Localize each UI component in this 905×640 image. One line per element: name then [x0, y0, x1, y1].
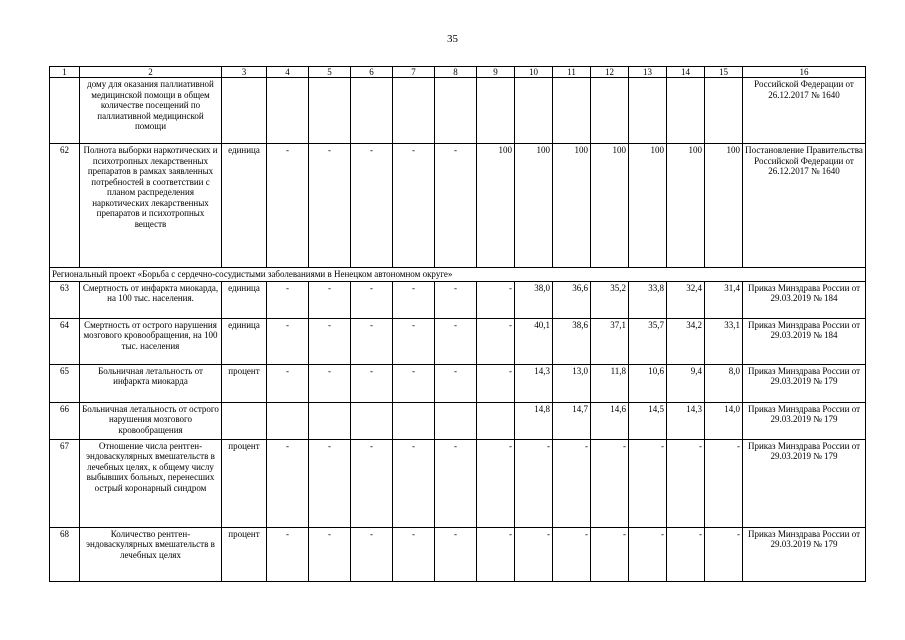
indicator-name-cell: Больничная летальность от инфаркта миокарда	[80, 364, 222, 402]
table-row	[50, 144, 866, 268]
value-cell: -	[393, 318, 435, 364]
column-header: 3	[222, 67, 267, 78]
value-cell: -	[267, 527, 309, 581]
value-cell: -	[267, 364, 309, 402]
value-cell: -	[393, 439, 435, 527]
value-cell: -	[309, 281, 351, 318]
value-cell: -	[553, 439, 591, 527]
table-row	[50, 402, 866, 439]
legal-basis-cell: Приказ Минздрава России от 29.03.2019 № 179	[743, 402, 866, 439]
value-cell	[435, 402, 477, 439]
table-row	[50, 318, 866, 364]
value-cell: -	[667, 439, 705, 527]
value-cell	[477, 402, 515, 439]
legal-basis-cell: Приказ Минздрава России от 29.03.2019 № 184	[743, 281, 866, 318]
row-number-cell: 68	[50, 527, 80, 581]
value-cell: -	[351, 318, 393, 364]
value-cell: 100	[515, 144, 553, 268]
value-cell: -	[267, 144, 309, 268]
legal-basis-cell: Российской Федерации от 26.12.2017 № 1640	[743, 78, 866, 144]
value-cell: -	[267, 281, 309, 318]
column-header: 4	[267, 67, 309, 78]
value-cell: -	[393, 281, 435, 318]
value-cell	[435, 78, 477, 144]
value-cell: -	[351, 527, 393, 581]
value-cell: -	[393, 364, 435, 402]
legal-basis-cell: Приказ Минздрава России от 29.03.2019 № 179	[743, 364, 866, 402]
value-cell: -	[309, 318, 351, 364]
indicator-table	[49, 66, 866, 582]
value-cell: 35,7	[629, 318, 667, 364]
value-cell	[393, 402, 435, 439]
value-cell: -	[435, 527, 477, 581]
value-cell: -	[267, 318, 309, 364]
value-cell	[553, 78, 591, 144]
value-cell	[629, 78, 667, 144]
value-cell: 40,1	[515, 318, 553, 364]
value-cell: -	[667, 527, 705, 581]
unit-cell: единица	[222, 144, 267, 268]
value-cell: 37,1	[591, 318, 629, 364]
column-header: 8	[435, 67, 477, 78]
row-number-cell: 63	[50, 281, 80, 318]
value-cell: -	[393, 527, 435, 581]
value-cell: 31,4	[705, 281, 743, 318]
value-cell: -	[477, 439, 515, 527]
value-cell: 100	[629, 144, 667, 268]
value-cell	[351, 78, 393, 144]
value-cell: 8,0	[705, 364, 743, 402]
value-cell: 14,0	[705, 402, 743, 439]
row-number-cell: 65	[50, 364, 80, 402]
column-header: 9	[477, 67, 515, 78]
indicator-name-cell: Больничная летальность от острого нарушения мозгового кровообращения	[80, 402, 222, 439]
value-cell: -	[477, 364, 515, 402]
column-header: 1	[50, 67, 80, 78]
unit-cell	[222, 402, 267, 439]
column-header: 7	[393, 67, 435, 78]
value-cell: -	[351, 439, 393, 527]
column-header: 15	[705, 67, 743, 78]
value-cell: 9,4	[667, 364, 705, 402]
value-cell: 11,8	[591, 364, 629, 402]
value-cell: -	[705, 439, 743, 527]
value-cell: -	[477, 281, 515, 318]
column-number-row	[50, 67, 866, 78]
legal-basis-cell: Постановление Правительства Российской Федерации от 26.12.2017 № 1640	[743, 144, 866, 268]
indicator-name-cell: Полнота выборки наркотических и психотропных лекарственных препаратов в рамках заявленных потребностей в соответствии с планом распределения наркотических лекарственных препаратов и психотропных веществ	[80, 144, 222, 268]
value-cell: -	[267, 439, 309, 527]
row-number-cell: 67	[50, 439, 80, 527]
value-cell: 13,0	[553, 364, 591, 402]
page-number: 35	[447, 33, 458, 45]
value-cell	[309, 78, 351, 144]
column-header: 13	[629, 67, 667, 78]
indicator-name-cell: Отношение числа рентген-эндоваскулярных вмешательств в лечебных целях, к общему числу выбывших больных, перенесших острый коронарный синдром	[80, 439, 222, 527]
value-cell: 100	[705, 144, 743, 268]
column-header: 11	[553, 67, 591, 78]
value-cell	[591, 78, 629, 144]
value-cell: -	[591, 527, 629, 581]
value-cell: -	[553, 527, 591, 581]
value-cell	[309, 402, 351, 439]
table-row	[50, 78, 866, 144]
section-title: Региональный проект «Борьба с сердечно-сосудистыми заболеваниями в Ненецком автономном округе»	[50, 268, 866, 282]
value-cell	[667, 78, 705, 144]
indicator-name-cell: Количество рентген-эндоваскулярных вмешательств в лечебных целях	[80, 527, 222, 581]
value-cell: -	[351, 281, 393, 318]
unit-cell: процент	[222, 527, 267, 581]
indicator-name-cell: Смертность от острого нарушения мозгового кровообращения, на 100 тыс. населения	[80, 318, 222, 364]
row-number-cell: 64	[50, 318, 80, 364]
value-cell	[267, 78, 309, 144]
value-cell: 35,2	[591, 281, 629, 318]
value-cell: 14,8	[515, 402, 553, 439]
table-row	[50, 281, 866, 318]
value-cell: -	[435, 364, 477, 402]
value-cell: -	[629, 439, 667, 527]
value-cell	[705, 78, 743, 144]
legal-basis-cell: Приказ Минздрава России от 29.03.2019 № 179	[743, 527, 866, 581]
value-cell: -	[705, 527, 743, 581]
value-cell: 14,7	[553, 402, 591, 439]
value-cell: -	[515, 439, 553, 527]
unit-cell: процент	[222, 439, 267, 527]
column-header: 14	[667, 67, 705, 78]
legal-basis-cell: Приказ Минздрава России от 29.03.2019 № 179	[743, 439, 866, 527]
column-header: 10	[515, 67, 553, 78]
value-cell: 14,5	[629, 402, 667, 439]
value-cell: -	[515, 527, 553, 581]
value-cell: -	[309, 364, 351, 402]
value-cell: 100	[667, 144, 705, 268]
row-number-cell: 66	[50, 402, 80, 439]
value-cell: 14,6	[591, 402, 629, 439]
value-cell: 34,2	[667, 318, 705, 364]
unit-cell: единица	[222, 281, 267, 318]
value-cell: -	[477, 318, 515, 364]
unit-cell: единица	[222, 318, 267, 364]
table-row	[50, 439, 866, 527]
column-header: 5	[309, 67, 351, 78]
value-cell: 14,3	[515, 364, 553, 402]
indicator-name-cell: Смертность от инфаркта миокарда, на 100 тыс. населения.	[80, 281, 222, 318]
value-cell: -	[435, 439, 477, 527]
value-cell	[393, 78, 435, 144]
unit-cell	[222, 78, 267, 144]
table-body	[50, 78, 866, 582]
column-header: 2	[80, 67, 222, 78]
value-cell: 100	[591, 144, 629, 268]
value-cell: -	[309, 439, 351, 527]
column-header: 16	[743, 67, 866, 78]
value-cell: -	[629, 527, 667, 581]
value-cell: -	[309, 527, 351, 581]
legal-basis-cell: Приказ Минздрава России от 29.03.2019 № 184	[743, 318, 866, 364]
value-cell: -	[351, 144, 393, 268]
section-header-row	[50, 268, 866, 282]
column-header: 6	[351, 67, 393, 78]
table-row	[50, 527, 866, 581]
value-cell: 36,6	[553, 281, 591, 318]
value-cell: -	[435, 318, 477, 364]
value-cell: 10,6	[629, 364, 667, 402]
value-cell: -	[477, 527, 515, 581]
value-cell	[351, 402, 393, 439]
value-cell: -	[393, 144, 435, 268]
value-cell: -	[351, 364, 393, 402]
value-cell: -	[309, 144, 351, 268]
value-cell: 33,8	[629, 281, 667, 318]
column-header: 12	[591, 67, 629, 78]
row-number-cell: 62	[50, 144, 80, 268]
value-cell: -	[435, 281, 477, 318]
value-cell	[477, 78, 515, 144]
value-cell: 14,3	[667, 402, 705, 439]
value-cell: 32,4	[667, 281, 705, 318]
row-number-cell	[50, 78, 80, 144]
value-cell	[267, 402, 309, 439]
table-row	[50, 364, 866, 402]
value-cell: 100	[553, 144, 591, 268]
value-cell: 100	[477, 144, 515, 268]
value-cell	[515, 78, 553, 144]
value-cell: 38,6	[553, 318, 591, 364]
value-cell: 38,0	[515, 281, 553, 318]
indicator-name-cell: дому для оказания паллиативной медицинской помощи в общем количестве посещений по паллиативной медицинской помощи	[80, 78, 222, 144]
value-cell: 33,1	[705, 318, 743, 364]
unit-cell: процент	[222, 364, 267, 402]
value-cell: -	[591, 439, 629, 527]
value-cell: -	[435, 144, 477, 268]
